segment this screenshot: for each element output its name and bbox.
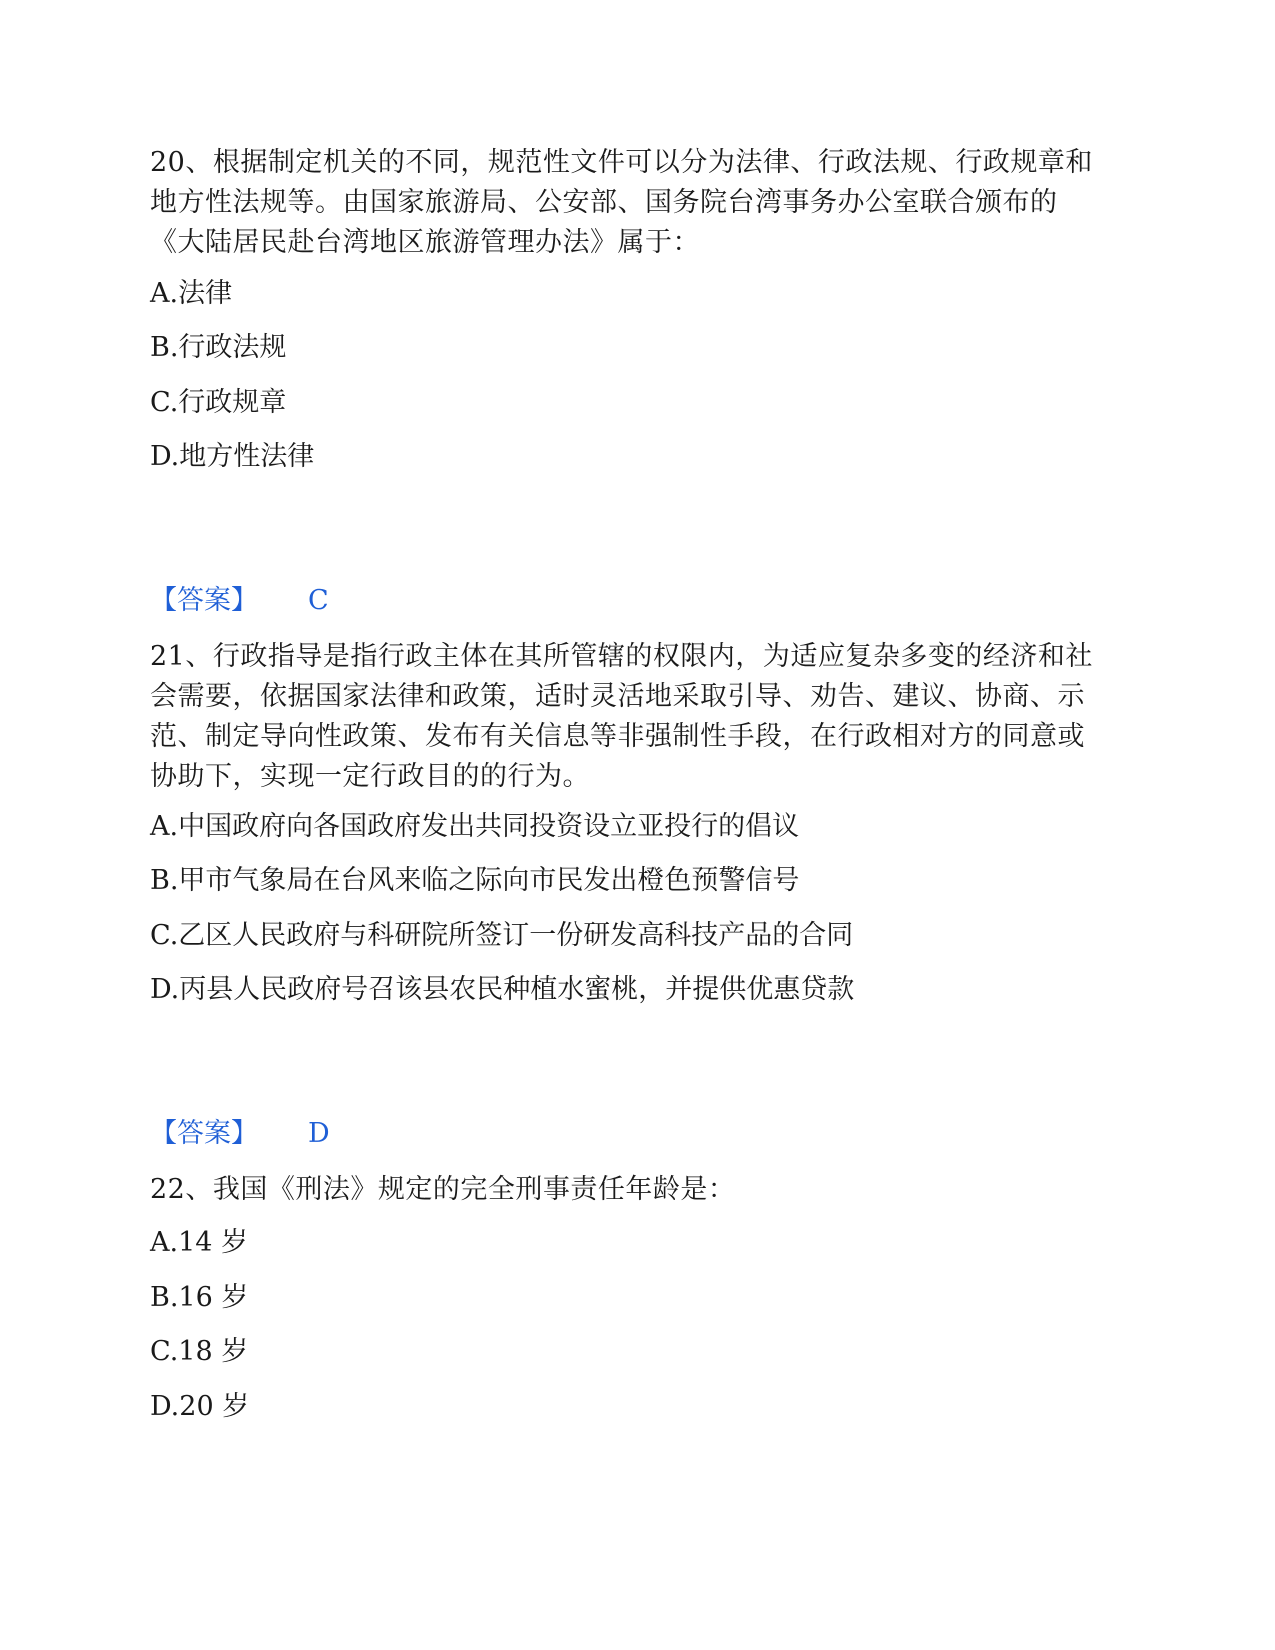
question-21-option-d: D.丙县人民政府号召该县农民种植水蜜桃，并提供优惠贷款	[150, 974, 855, 1005]
question-20-text: 20、根据制定机关的不同，规范性文件可以分为法律、行政法规、行政规章和地方性法规等。由国家旅游局、公安部、国务院台湾事务办公室联合颁布的《大陆居民赴台湾地区旅游管理办法》属于：	[150, 147, 1093, 258]
question-20-option-a: A.法律	[150, 278, 233, 309]
question-21-answer	[150, 1116, 330, 1152]
question-21-text: 21、行政指导是指行政主体在其所管辖的权限内，为适应复杂多变的经济和社会需要，依据国家法律和政策，适时灵活地采取引导、劝告、建议、协商、示范、制定导向性政策、发布有关信息等非强制性手段，在行政相对方的同意或协助下，实现一定行政目的的行为。	[150, 641, 1093, 792]
question-21-option-a: A.中国政府向各国政府发出共同投资设立亚投行的倡议	[150, 811, 800, 842]
question-22-option-a: A.14 岁	[150, 1227, 249, 1258]
question-22-text: 22、我国《刑法》规定的完全刑事责任年龄是：	[150, 1174, 736, 1205]
question-20-option-c: C.行政规章	[150, 387, 287, 418]
question-20-option-b: B.行政法规	[150, 332, 287, 363]
answer-label: 【答案】	[150, 1118, 258, 1149]
question-20-answer	[150, 583, 329, 619]
question-22-option-d: D.20 岁	[150, 1391, 250, 1422]
answer-value: D	[308, 1118, 330, 1149]
question-21-option-b: B.甲市气象局在台风来临之际向市民发出橙色预警信号	[150, 865, 800, 896]
question-22-option-c: C.18 岁	[150, 1336, 249, 1367]
answer-value: C	[308, 585, 329, 616]
question-21-option-c: C.乙区人民政府与科研院所签订一份研发高科技产品的合同	[150, 920, 854, 951]
question-20-option-d: D.地方性法律	[150, 441, 315, 472]
question-22-option-b: B.16 岁	[150, 1282, 249, 1313]
answer-label: 【答案】	[150, 585, 258, 616]
